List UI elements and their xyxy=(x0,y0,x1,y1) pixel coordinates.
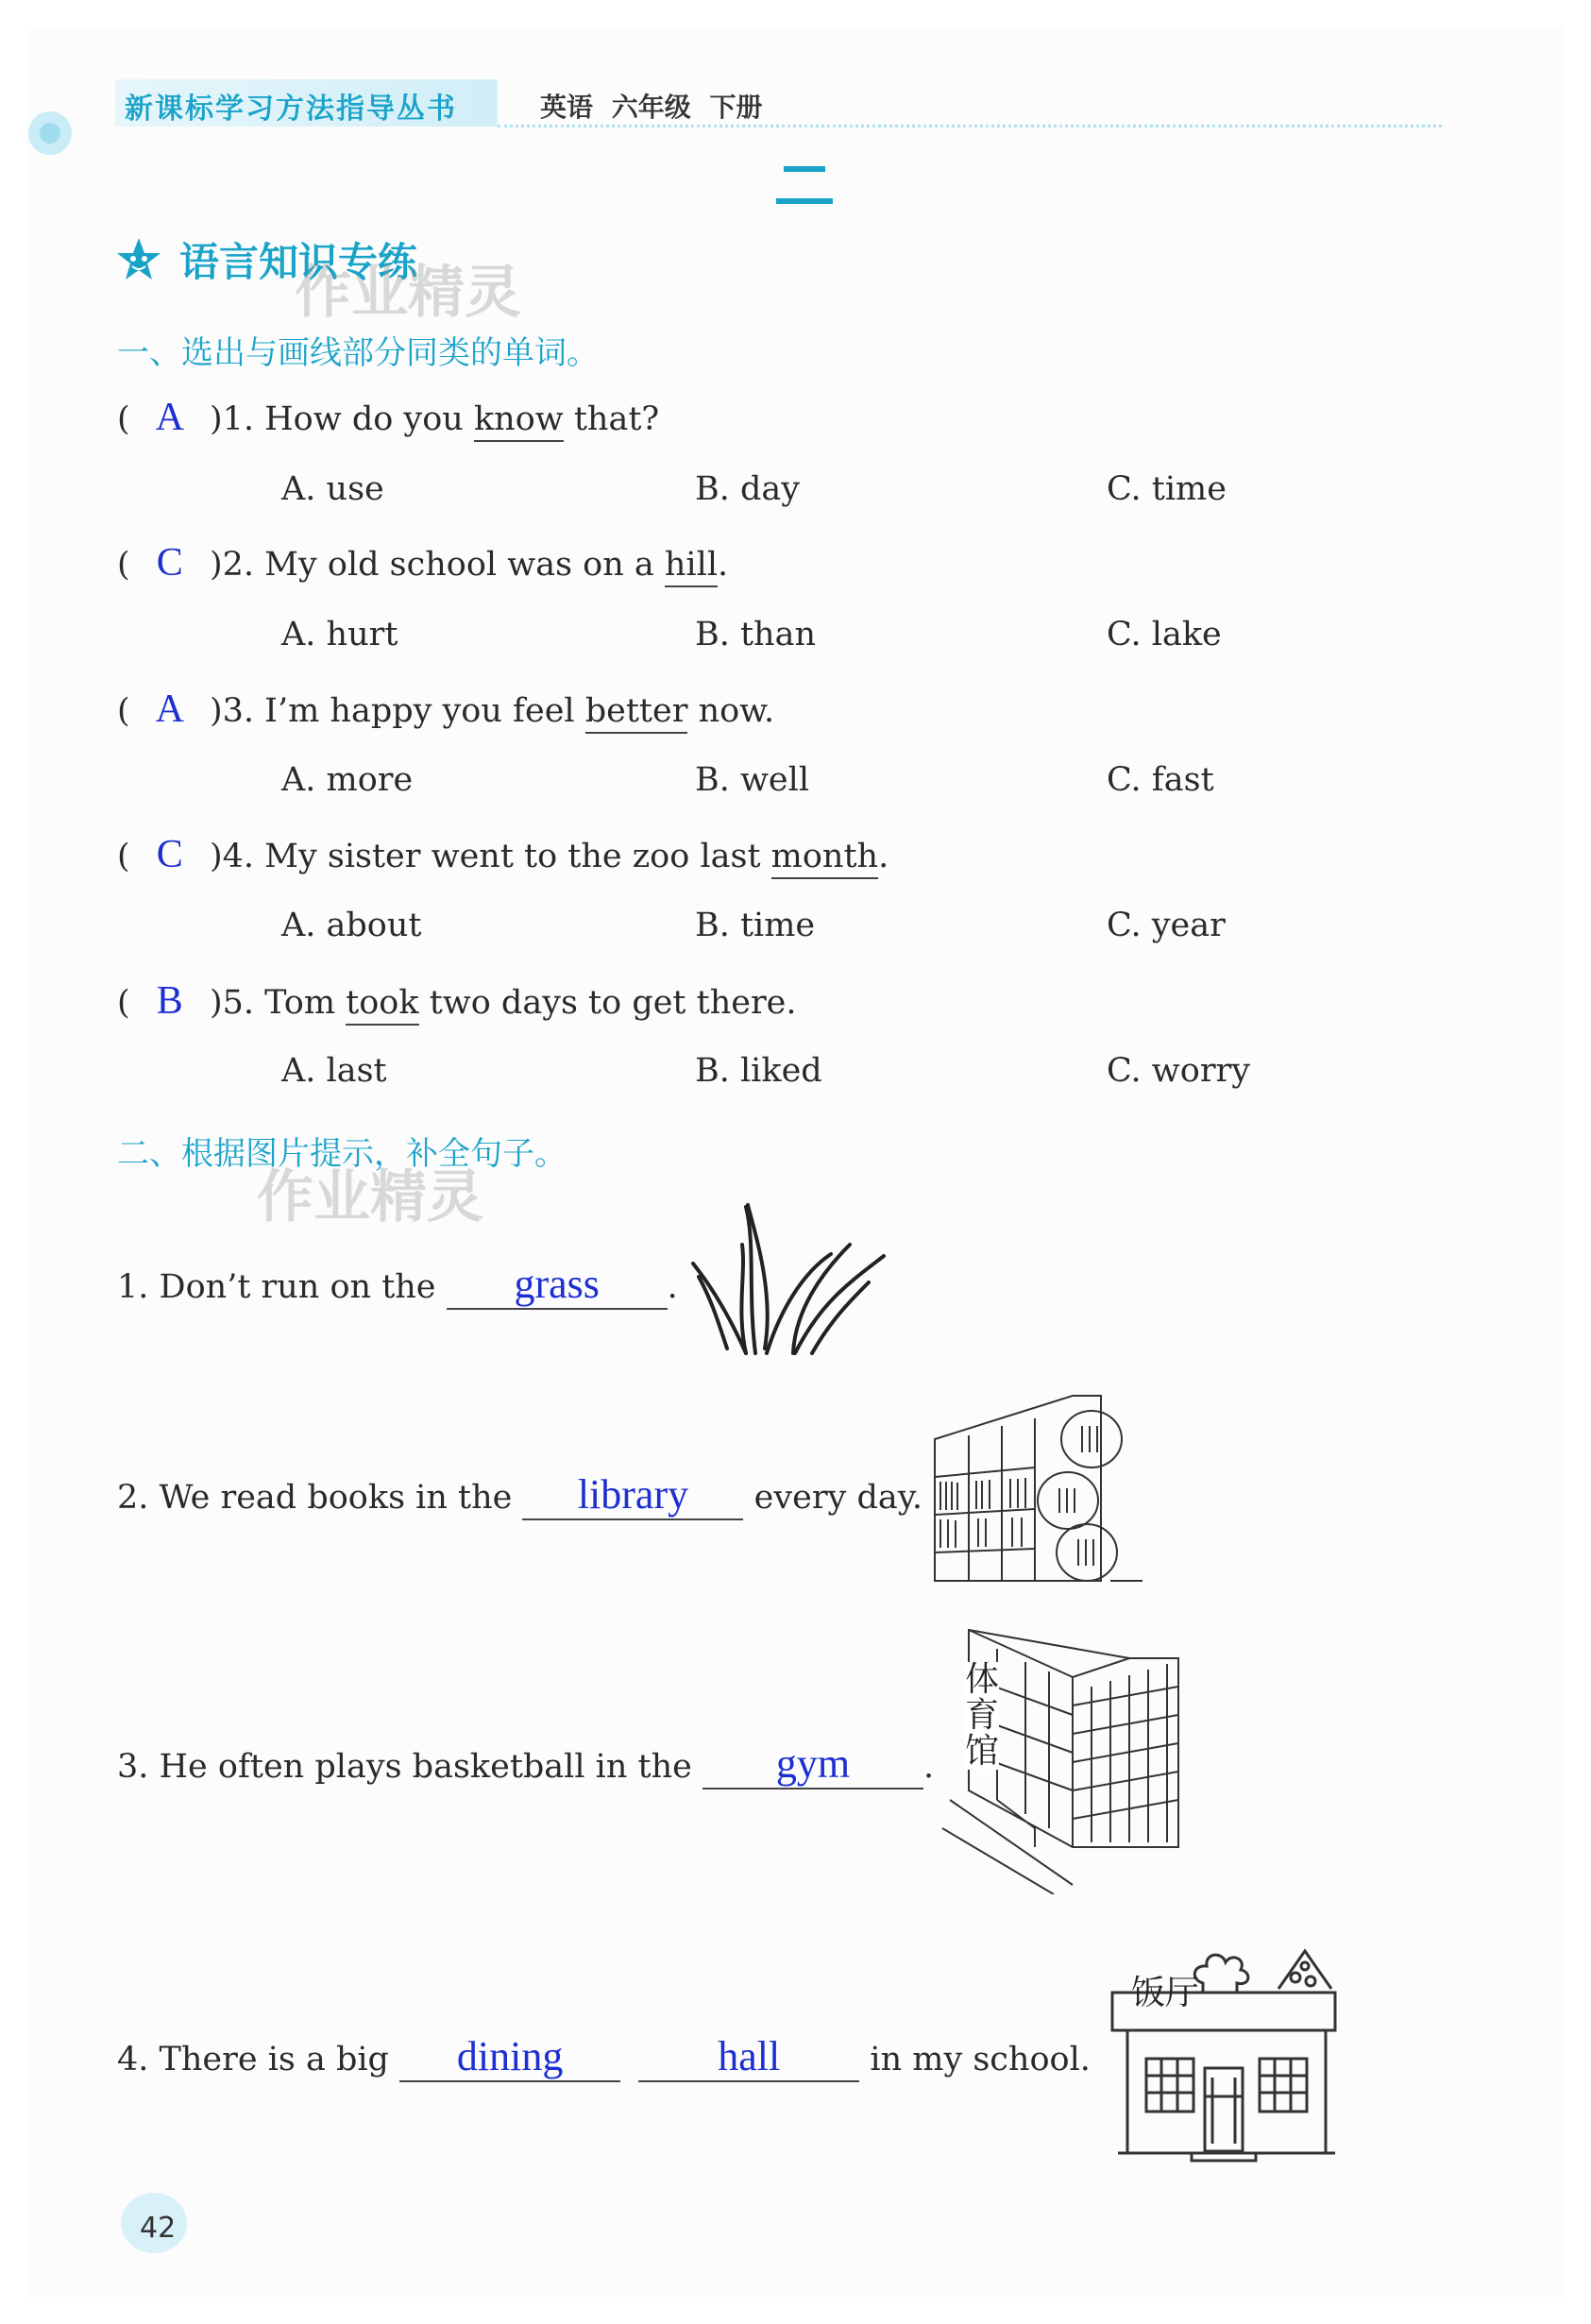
blank xyxy=(399,2032,620,2082)
fill-answer: grass xyxy=(514,1261,600,1307)
option-a: A. more xyxy=(281,761,414,799)
header-dotted-line xyxy=(498,125,1442,127)
answer-4: C xyxy=(156,833,183,876)
question-3: ( A )3. I’m happy you feel better now. xyxy=(117,687,774,732)
section-title: 语言知识专练 xyxy=(179,239,418,285)
gym-sign: 体 育 馆 xyxy=(965,1660,1000,1771)
blank xyxy=(447,1260,668,1310)
fill-item-2: 2. We read books in the library every day. xyxy=(117,1470,922,1520)
option-b: B. well xyxy=(695,761,810,799)
header-circle-decoration xyxy=(28,111,72,155)
option-b: B. liked xyxy=(695,1052,822,1090)
blank xyxy=(522,1470,743,1520)
grade: 六年级 xyxy=(611,92,691,123)
answer-5: B xyxy=(156,979,183,1023)
answer-2: C xyxy=(156,541,183,585)
fill-answer: library xyxy=(577,1471,689,1518)
fill-item-1: 1. Don’t run on the grass . xyxy=(117,1260,678,1310)
question-5: ( B )5. Tom took two days to get there. xyxy=(117,978,797,1024)
fill-item-3: 3. He often plays basketball in the gym . xyxy=(117,1739,934,1790)
option-c: C. worry xyxy=(1107,1052,1251,1090)
underlined-word: month xyxy=(771,838,878,879)
option-a: A. about xyxy=(281,907,422,944)
underlined-word: better xyxy=(585,692,688,734)
option-b: B. time xyxy=(695,907,816,944)
watermark: 作业精灵 xyxy=(295,260,521,326)
page-number: 42 xyxy=(140,2212,177,2245)
volume: 下册 xyxy=(709,92,763,123)
question-4: ( C )4. My sister went to the zoo last month. xyxy=(117,832,889,877)
subject: 英语 xyxy=(540,92,594,123)
option-c: C. fast xyxy=(1107,761,1214,799)
fill-answer: gym xyxy=(775,1740,851,1787)
answer-3: A xyxy=(155,687,184,731)
unit-mark-icon xyxy=(776,159,833,208)
option-c: C. lake xyxy=(1107,616,1222,653)
answer-1: A xyxy=(155,396,184,439)
option-c: C. year xyxy=(1107,907,1226,944)
part2-title: 二、根据图片提示，补全句子。 xyxy=(117,1135,567,1173)
grass-icon xyxy=(689,1197,888,1360)
option-b: B. than xyxy=(695,616,816,653)
option-a: A. use xyxy=(281,470,384,508)
option-b: B. day xyxy=(695,470,801,508)
underlined-word: know xyxy=(474,400,564,442)
blank xyxy=(702,1739,923,1790)
subject-grade xyxy=(540,87,763,125)
fill-item-4: 4. There is a big dining hall in my school. xyxy=(117,2032,1091,2082)
question-1: ( A )1. How do you know that? xyxy=(117,395,659,440)
option-a: A. hurt xyxy=(281,616,398,653)
question-2: ( C )2. My old school was on a hill. xyxy=(117,540,728,585)
underlined-word: took xyxy=(346,984,418,1026)
dining-sign: 饭厅 xyxy=(1131,1974,1200,2012)
option-c: C. time xyxy=(1107,470,1227,508)
option-a: A. last xyxy=(281,1052,387,1090)
series-title: 新课标学习方法指导丛书 xyxy=(125,93,457,126)
part1-title: 一、选出与画线部分同类的单词。 xyxy=(117,334,599,372)
dining-hall-icon xyxy=(1099,1926,1345,2174)
watermark: 作业精灵 xyxy=(257,1164,483,1230)
fill-answer: hall xyxy=(718,2033,781,2079)
fill-answer: dining xyxy=(456,2033,564,2079)
star-icon xyxy=(115,236,162,283)
blank xyxy=(638,2032,859,2082)
underlined-word: hill xyxy=(665,546,718,587)
library-icon xyxy=(931,1392,1144,1590)
